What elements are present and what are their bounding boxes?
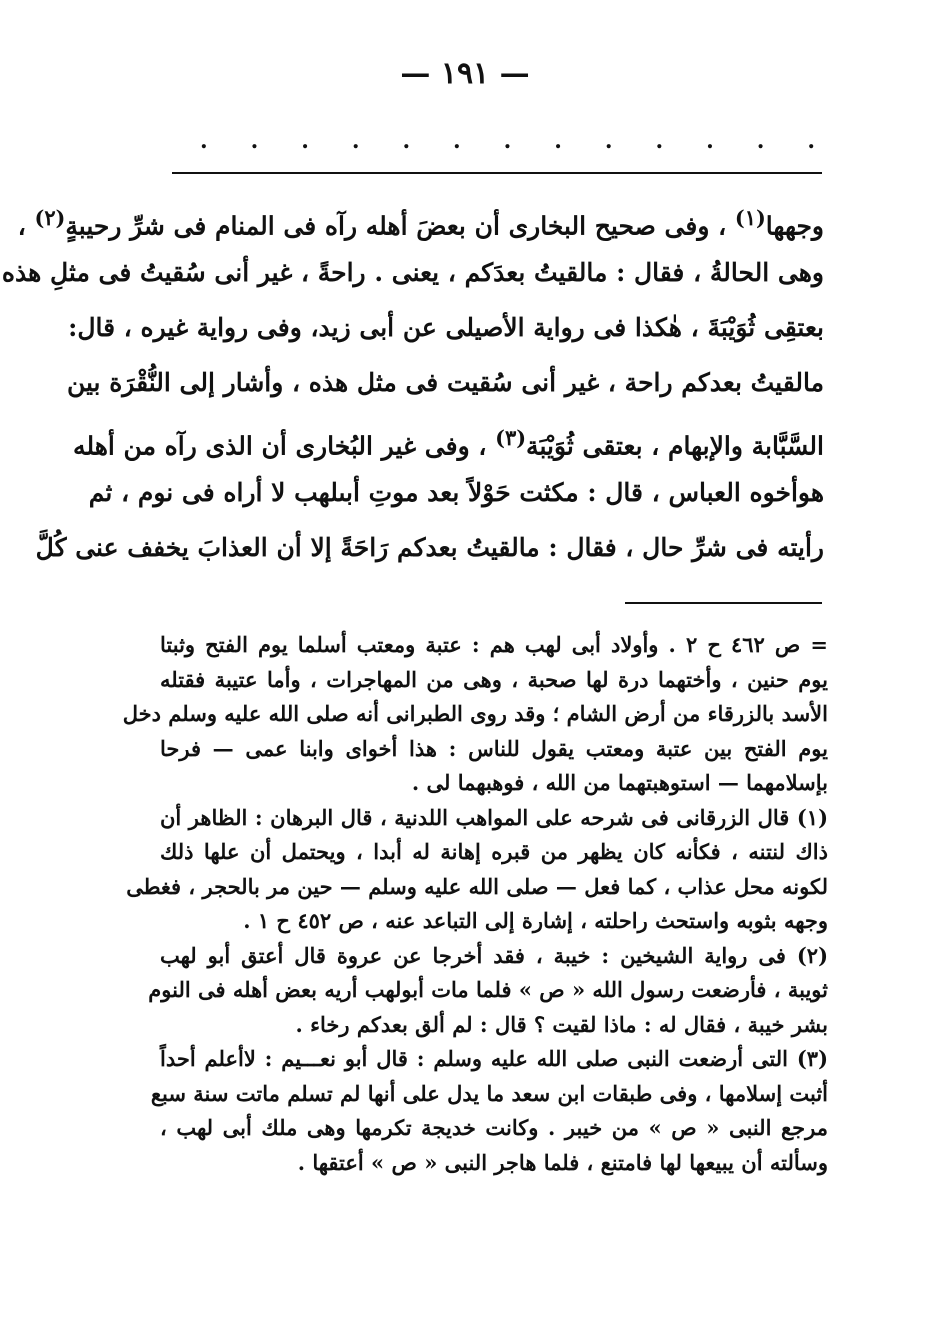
main-text-line: مالقيتُ بعدكم راحة ، غير أنى سُقيت فى مثل هذه ، وأشار إلى النُّقْرَة بين (66, 368, 824, 397)
main-text (1, 190, 824, 575)
footnote-rule (625, 602, 822, 604)
separator-dot: . (706, 128, 714, 154)
main-text-line: السَّبَّابة والإبهام ، بعتقى ثُوَيْبَة$^{(٣)}$ ، وفى غير البُخارى أن الذى رآه من أهله (73, 425, 824, 461)
separator-dot: . (301, 128, 309, 154)
main-text-line: بعتقِى ثُوَيْبَةَ ، هٰكذا فى رواية الأصيلى عن أبى زيد، وفى رواية غيره ، قال: (68, 313, 824, 342)
page-number: — ١٩١ — (400, 56, 530, 91)
footnote (150, 1042, 828, 1180)
footnote-line: يوم حنين ، وأختهما درة لها صحبة ، وهى من المهاجرات ، وأما عتيبة فقتله (160, 666, 828, 692)
footnotes (122, 628, 828, 1180)
footnote-line: = ص ٤٦٢ ح ٢ . وأولاد أبى لهب هم : عتبة ومعتب أسلما يوم الفتح وثبتا (160, 632, 828, 657)
footnote-line: ذاك لنتنه ، فكأنه كان يظهر من قبره إهانة له أبدا ، ويحتمل أن علها ذلك (160, 839, 828, 864)
separator-dot: . (453, 128, 461, 154)
footnote-line: وسألته أن يبيعها لها فامتنع ، فلما هاجر النبى « ص » أعتقها . (297, 1149, 828, 1175)
footnote-line: (٣) التى أرضعت النبى صلى الله عليه وسلم : قال أبو نعـــيم : لاأعلم أحداً (160, 1046, 828, 1071)
main-text-line: وهى الحالةُ ، فقال : مالقيتُ بعدَكم ، يعنى . راحةً ، غير أنى سُقيتُ فى مثلِ هذه (1, 258, 824, 287)
separator-dot: . (503, 128, 512, 154)
separator-dot: . (756, 128, 765, 154)
footnote-line: وجهه بثوبه واستحث راحلته ، إشارة إلى التباعد عنه ، ص ٤٥٢ ح ١ . (243, 908, 828, 933)
separator-dot: . (402, 128, 411, 154)
footnote (126, 801, 828, 939)
top-rule (172, 172, 822, 174)
footnote-line: ثويبة ، فأرضعت رسول الله « ص » فلما مات أبولهب أريه بعض أهله فى النوم (148, 977, 828, 1002)
footnote-line: (١) قال الزرقانى فى شرحه على المواهب اللدنية ، قال البرهان : الظاهر أن (160, 804, 828, 830)
main-text-line: وجهها$^{(١)}$ ، وفى صحيح البخارى أن بعضَ أهله رآه فى المنام فى شرِّ رحيبةٍ$^{(٢)}$ ، (17, 205, 824, 241)
footnote-line: يوم الفتح بين عتبة ومعتب يقول للناس : هذا أخواى وابنا عمى — فرحا (160, 735, 828, 761)
footnote-line: بإسلامهما — استوهبتهما من الله ، فوهبهما لى . (411, 770, 828, 795)
footnote-line: (٢) فى رواية الشيخين : خيبة ، فقد أخرجا عن عروة قال أعتق أبو لهب (160, 942, 828, 968)
separator-dot: . (250, 128, 259, 154)
footnote-line: بشر خيبة ، فقال له : ماذا لقيت ؟ قال : لم ألق بعدكم رخاء . (295, 1011, 828, 1037)
separator-dot: . (200, 128, 208, 154)
separator-dot: . (351, 128, 360, 154)
footnote-line: أثبت إسلامها ، وفى طبقات ابن سعد ما يدل على أنها لم تسلم ماتت سنة سبع (150, 1080, 828, 1106)
footnote-line: مرجع النبى « ص » من خيبر . وكانت خديجة تكرمها وهى ملك أبى لهب ، (160, 1115, 828, 1140)
separator-dots (200, 128, 815, 154)
separator-dot: . (554, 128, 562, 154)
footnote-line: لكونه محل عذاب ، كما فعل — صلى الله عليه وسلم — حين مر بالحجر ، فغطى (126, 873, 828, 899)
footnote-line: الأسد بالزرقاء من أرض الشام ؛ وقد روى الطبرانى أنه صلى الله عليه وسلم دخل (122, 701, 828, 726)
separator-dot: . (807, 128, 815, 154)
separator-dot: . (655, 128, 664, 154)
main-text-line: رأيته فى شرِّ حال ، فقال : مالقيتُ بعدكم رَاحَةً إلا أن العذابَ يخفف عنى كُلَّ (35, 533, 824, 562)
footnote (148, 939, 828, 1043)
main-text-line: هوأخوه العباس ، قال : مكثت حَوْلاً بعد موتِ أبىلهب لا أراه فى نوم ، ثم (88, 478, 824, 507)
separator-dot: . (604, 128, 613, 154)
footnote (122, 628, 828, 801)
